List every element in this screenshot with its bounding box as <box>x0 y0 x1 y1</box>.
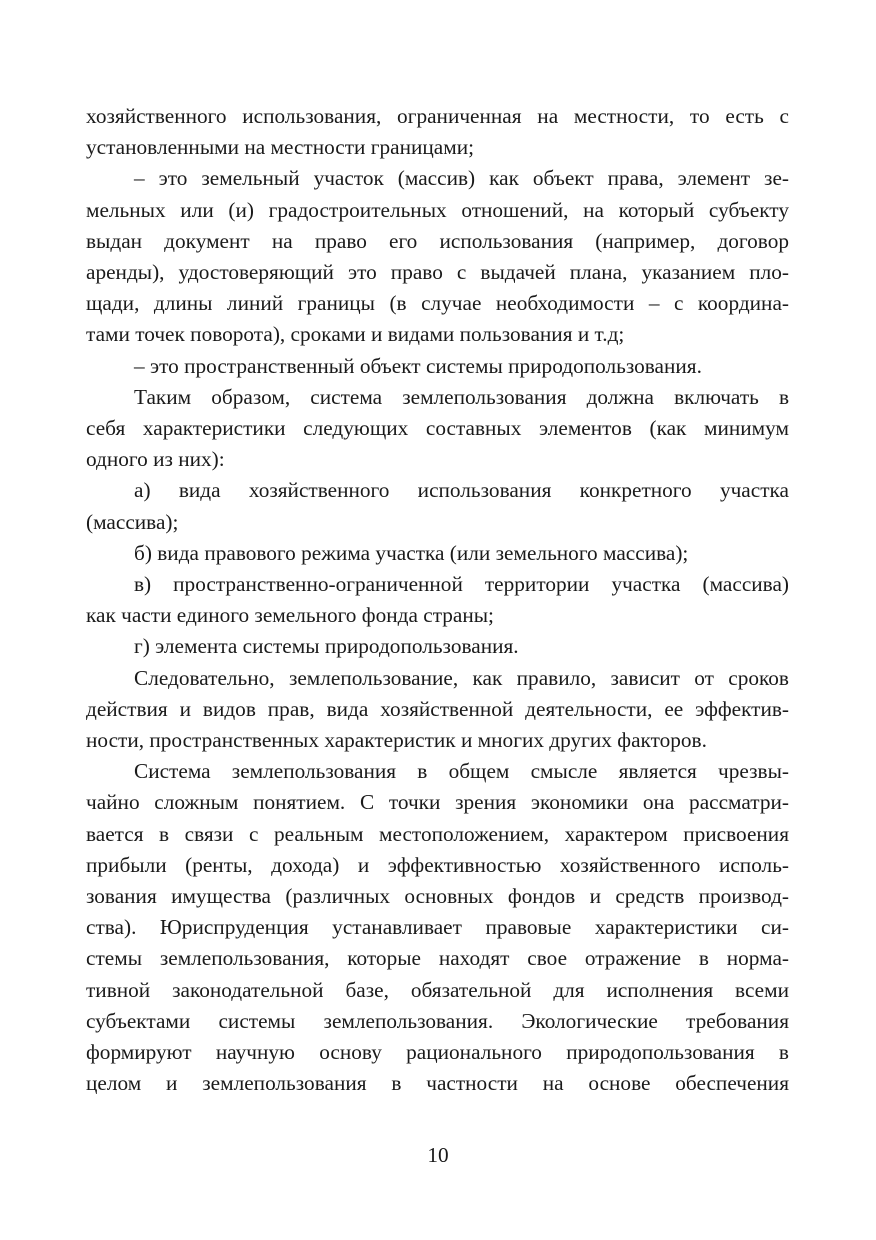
text-line: субъектами системы землепользования. Экологические требования <box>86 1008 789 1033</box>
page-body <box>86 101 789 1100</box>
text-line: хозяйственного использования, ограниченная на местности, то есть с <box>86 104 789 128</box>
text-line: Система землепользования в общем смысле является чрезвы- <box>134 759 789 784</box>
text-line: – это земельный участок (массив) как объект права, элемент зе- <box>134 166 789 191</box>
text-line: б) вида правового режима участка (или земельного массива); <box>134 540 689 565</box>
text-line: зования имущества (различных основных фондов и средств производ- <box>86 884 789 909</box>
text-block <box>86 101 789 1100</box>
text-line: щади, длины линий границы (в случае необходимости – с координа- <box>86 291 789 316</box>
text-line: в) пространственно-ограниченной территории участка (массива) <box>134 572 789 597</box>
text-line: (массива); <box>86 509 179 534</box>
text-line: тами точек поворота), сроками и видами пользования и т.д; <box>86 322 625 347</box>
text-line: целом и землепользования в частности на основе обеспечения <box>86 1071 789 1096</box>
text-line: аренды), удостоверяющий это право с выдачей плана, указанием пло- <box>86 260 789 285</box>
page-number: 10 <box>427 1143 449 1167</box>
text-line: – это пространственный объект системы природопользования. <box>134 353 702 378</box>
text-line: установленными на местности границами; <box>86 135 475 160</box>
text-line: выдан документ на право его использования (например, договор <box>86 228 789 253</box>
text-line: одного из них): <box>86 447 225 472</box>
text-line: вается в связи с реальным местоположением, характером присвоения <box>86 821 789 846</box>
text-line: действия и видов прав, вида хозяйственной деятельности, ее эффектив- <box>86 696 789 721</box>
text-line: себя характеристики следующих составных элементов (как минимум <box>86 416 789 441</box>
text-line: формируют научную основу рационального природопользования в <box>86 1040 789 1065</box>
text-line: тивной законодательной базе, обязательной для исполнения всеми <box>86 977 789 1002</box>
text-line: мельных или (и) градостроительных отношений, на который субъекту <box>86 197 789 222</box>
text-line: ства). Юриспруденция устанавливает правовые характеристики си- <box>86 915 789 940</box>
text-line: стемы землепользования, которые находят свое отражение в норма- <box>86 946 789 971</box>
text-line: г) элемента системы природопользования. <box>134 634 519 659</box>
text-line: ности, пространственных характеристик и многих других факторов. <box>86 728 707 753</box>
text-line: Таким образом, система землепользования должна включать в <box>134 384 789 409</box>
text-line: прибыли (ренты, дохода) и эффективностью хозяйственного исполь- <box>86 852 789 877</box>
text-line: как части единого земельного фонда страны; <box>86 603 494 628</box>
text-line: Следовательно, землепользование, как правило, зависит от сроков <box>134 665 789 690</box>
text-line: а) вида хозяйственного использования конкретного участка <box>134 478 789 503</box>
text-line: чайно сложным понятием. С точки зрения экономики она рассматри- <box>86 790 789 815</box>
